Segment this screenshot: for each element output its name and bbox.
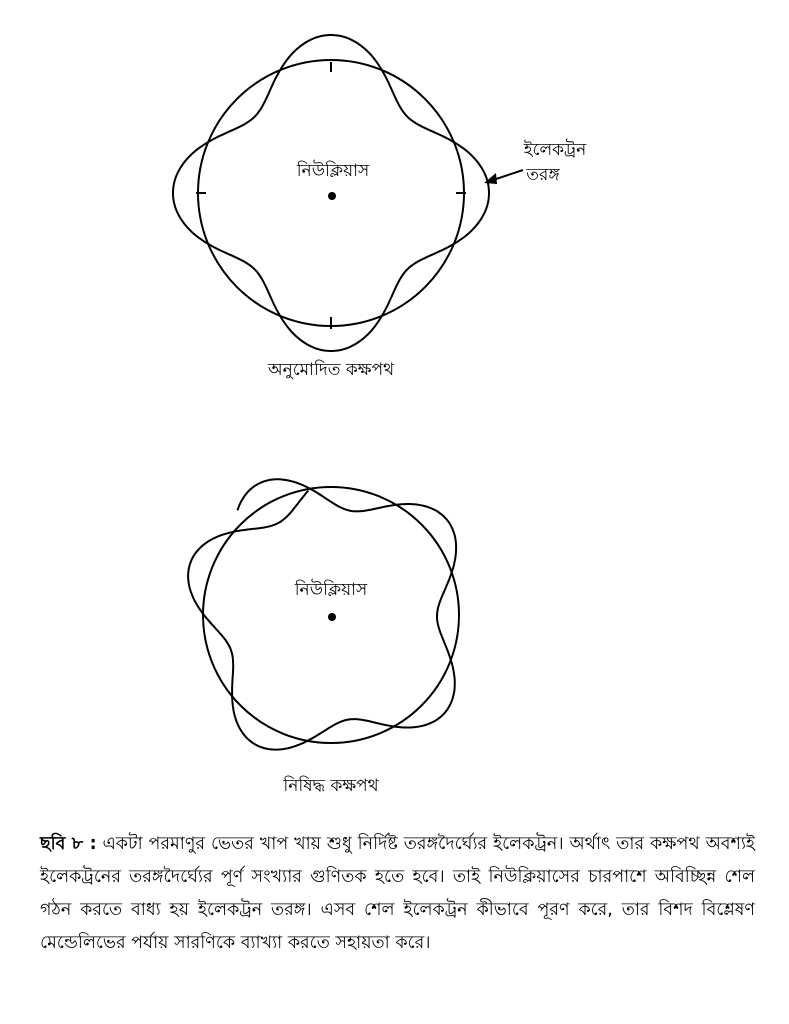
forbidden-orbit-caption: নিষিদ্ধ কক্ষপথ: [283, 776, 379, 796]
forbidden-orbit-diagram: [188, 479, 459, 796]
allowed-nucleus-dot: [328, 192, 336, 200]
forbidden-nucleus-dot: [328, 613, 336, 621]
figure-caption: [40, 828, 755, 960]
caption-figure-number: ছবি ৮ :: [40, 834, 97, 854]
electron-wave-label-line1: ইলেকট্রন: [523, 140, 587, 160]
electron-wave-label-line2: তরঙ্গ: [526, 165, 560, 185]
forbidden-nucleus-label: নিউক্লিয়াস: [294, 580, 368, 600]
allowed-orbit-caption: অনুমোদিত কক্ষপথ: [267, 360, 395, 380]
caption-body: একটা পরমাণুর ভেতর খাপ খায় শুধু নির্দিষ্ট তরঙ্গদৈর্ঘ্যের ইলেকট্রন। অর্থাৎ তার কক্ষপথ অবশ্যই ইলেকট্রনের তরঙ্গদৈর্ঘ্যের পূর্ণ সংখ্যার গুণিতক হতে হবে। তাই নিউক্লিয়াসের চারপাশে অবিচ্ছিন্ন শেল গঠন করতে বাধ্য হয় ইলেকট্রন তরঙ্গ। এসব শেল ইলেকট্রন কীভাবে পূরণ করে, তার বিশদ বিশ্লেষণ মেন্ডেলিভের পর্যায় সারণিকে ব্যাখ্যা করতে সহায়তা করে।: [40, 834, 755, 953]
allowed-nucleus-label: নিউক্লিয়াস: [296, 161, 370, 181]
allowed-orbit-diagram: [173, 35, 587, 380]
